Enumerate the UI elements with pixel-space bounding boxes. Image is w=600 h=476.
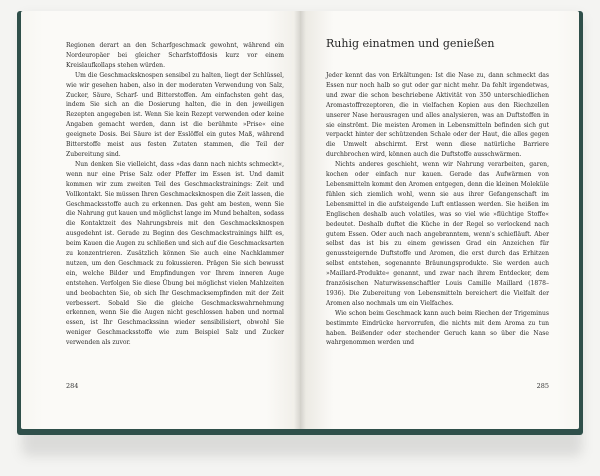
left-page-body <box>66 41 284 348</box>
left-paragraph-3: Nun denken Sie vielleicht, dass »das dann nach nichts schmeckt«, wenn nur eine Prise Salz oder Pfeffer im Essen ist. Und damit kommen wir zum zweiten Teil des Geschmackstrainings: Zeit und Vollkontakt. Sie müssen Ihren Geschmacksknospen die Zeit lassen, die Geschmacksstoffe auch zu erkennen. Das geht am besten, wenn Sie die Nahrung gut kauen und möglichst lange im Mund behalten, sodass die Kontaktzeit des Nahrungsbreis mit den Geschmacksknospen ausgedehnt ist. Gerade zu Beginn des Geschmackstrainings hilft es, beim Kauen die Augen zu schließen und sich auf die Geschmacksarten zu konzentrieren. Zusätzlich können Sie auch eine Nachklammer nutzen, um den Geschmack zu fokussieren. Prägen Sie sich bewusst ein, welche Bilder und Empfindungen vor Ihrem inneren Auge entstehen. Verfolgen Sie diese Übung bei möglichst vielen Mahlzeiten und beobachten Sie, ob sich Ihr Geschmacksempfinden mit der Zeit verbessert. Sobald Sie die gleiche Geschmackswahrnehmung erkennen, wenn Sie die Augen nicht geschlossen haben und normal essen, ist Ihr Geschmackssinn wieder sensibilisiert, obwohl Sie weniger Geschmacksstoffe wie zum Beispiel Salz und Zucker verwenden als zuvor. <box>66 160 284 347</box>
right-paragraph-1: Jeder kennt das von Erkältungen: Ist die Nase zu, dann schmeckt das Essen nur noch halb so gut oder gar nicht mehr. Da fehlt irgendetwas, und zwar die schon beschriebene Aktivität von 350 unterschiedlichen Aromastoffrezeptoren, die in vielfachen Kopien aus den Riechzellen unserer Nase herausragen und alles analysieren, was an Duftstoffen in sie einströmt. Die meisten Aromen in Lebensmitteln befinden sich gut verpackt hinter der schützenden Schale oder der Haut, die alles gegen die Umwelt abschirmt. Erst wenn diese natürliche Barriere durchbrochen wird, können auch die Duftstoffe ausschwärmen. <box>326 72 549 159</box>
chapter-heading: Ruhig einatmen und genießen <box>326 37 495 50</box>
book-gutter <box>294 11 306 429</box>
left-page <box>21 11 300 429</box>
right-paragraph-3: Wie schon beim Geschmack kann auch beim Riechen der Trigeminus bestimmte Eindrücke hervorrufen, die nichts mit dem Aroma zu tun haben. Beißender oder stechender Geruch kann so über die Nase wahrgenommen werden und <box>326 309 549 347</box>
left-paragraph-1: Regionen derart an den Scharfgeschmack gewohnt, während ein Nordeuropäer bei gleicher Scharfstoffdosis kurz vor einem Kreislaufkollaps stehen würden. <box>66 42 284 69</box>
right-page-number: 285 <box>536 382 549 390</box>
right-paragraph-2: Nichts anderes geschieht, wenn wir Nahrung verarbeiten, garen, kochen oder einfach nur kauen. Gerade das Aufwärmen von Lebensmitteln kommt den Aromen entgegen, denn die kleinen Moleküle fühlen sich ziemlich wohl, wenn sie aus ihrer Gefangenschaft im Lebensmittel in die aufsteigende Luft entlassen werden. Sie heißen im Englischen deshalb auch volatiles, was so viel wie »flüchtige Stoffe« bedeutet. Deshalb duftet die Küche in der Regel so verlockend nach gutem Essen. Oder auch nach angebranntem, wenn's schiefläuft. Aber selbst das ist bis zu einem gewissen Grad ein Anzeichen für genussteigernde Duftstoffe und Aromen, die erst durch das Erhitzen selbst entstehen, sogenannte Bräunungsprodukte. Sie werden auch »Maillard-Produkte« genannt, und zwar nach ihrem Entdecker, dem französischen Naturwissenschaftler Louis Camille Maillard (1878–1936). Die Zubereitung von Lebensmitteln bereichert die Vielfalt der Aromen also nochmals um ein Vielfaches. <box>326 161 549 307</box>
right-page <box>300 11 579 429</box>
right-page-body <box>326 71 549 348</box>
left-page-number: 284 <box>66 382 79 390</box>
left-paragraph-2: Um die Geschmacksknospen sensibel zu halten, liegt der Schlüssel, wie wir gesehen haben, also in der moderaten Verwendung von Salz, Zucker, Säure, Scharf- und Bitterstoffen. Am einfachsten geht das, indem Sie sich an die Dosierung halten, die in den jeweiligen Rezepten angegeben ist. Wenn Sie kein Rezept verwenden oder keine Angaben gemacht werden, dann ist die berühmte »Prise« eine geeignete Dosis. Bei Säure ist der Esslöffel ein gutes Maß, während Bitterstoffe meist aus festen Zutaten stammen, die Teil der Zubereitung sind. <box>66 71 284 158</box>
